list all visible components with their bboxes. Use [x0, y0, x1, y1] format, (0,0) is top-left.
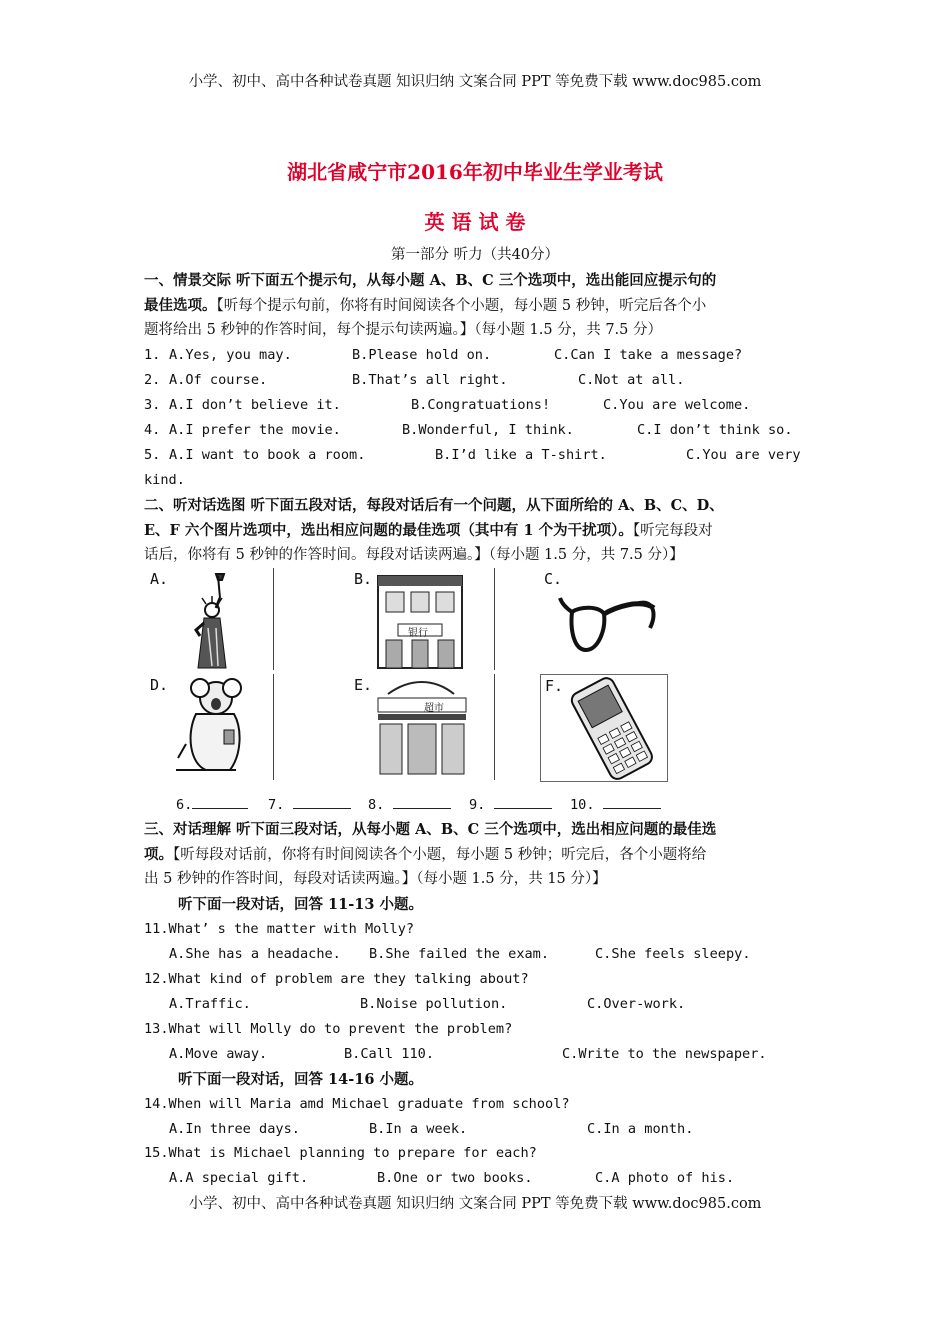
section1-instruction-2 — [144, 293, 806, 319]
question-text: 12.What kind of problem are they talking about? — [144, 971, 529, 987]
option-b: B.She failed the exam. — [369, 946, 550, 962]
question-number: 3. — [144, 397, 161, 413]
blank-9[interactable]: 9. — [469, 793, 552, 818]
section3-instruction-3: 出 5 秒钟的作答时间，每段对话读两遍。】（每小题 1.5 分，共 15 分）】 — [144, 871, 607, 887]
blank-6[interactable]: 6. — [176, 793, 248, 818]
mobile-phone-icon — [541, 675, 667, 781]
option-a: A.She has a headache. — [169, 946, 341, 962]
section2-text: 【听完每段对 — [632, 523, 713, 539]
bank-building-icon — [350, 568, 494, 670]
option-b: B.Wonderful, I think. — [402, 422, 574, 438]
picture-label: C. — [544, 570, 563, 588]
dialogue-group-heading: 听下面一段对话，回答 14-16 小题。 — [178, 1071, 423, 1088]
section3-instruction-1: 三、对话理解 听下面三段对话，从每小题 A、B、C 三个选项中，选出相应问题的最佳选 — [144, 821, 717, 838]
option-c: C.She feels sleepy. — [595, 946, 751, 962]
option-a: A.Yes, you may. — [169, 347, 292, 363]
section2-instruction-2 — [144, 518, 806, 544]
option-a: A.Move away. — [169, 1046, 268, 1062]
bank-sign: 银行 — [408, 628, 428, 639]
section1-text: 听下面五个提示句，从每小题 A、B、C 三个选项中，选出能回应提示句的 — [231, 272, 717, 289]
section1-instruction-3: 题将给出 5 秒钟的作答时间，每个提示句读两遍。】（每小题 1.5 分，共 7.5 分） — [144, 322, 662, 338]
option-b: B.One or two books. — [377, 1170, 533, 1186]
blank-10[interactable]: 10. — [570, 793, 661, 818]
supermarket-icon — [350, 674, 494, 780]
picture-b — [350, 568, 495, 670]
option-a: A.Of course. — [169, 372, 268, 388]
question-number: 2. — [144, 372, 161, 388]
option-b: B.That’s all right. — [352, 372, 508, 388]
section1-heading: 一、情景交际 — [144, 272, 231, 289]
option-c: C.Write to the newspaper. — [562, 1046, 767, 1062]
option-b: B.Call 110. — [344, 1046, 435, 1062]
picture-label: E. — [354, 676, 373, 694]
option-c: C.A photo of his. — [595, 1170, 735, 1186]
option-a: A.Traffic. — [169, 996, 251, 1012]
picture-c — [540, 568, 666, 670]
option-c: C.Can I take a message? — [554, 347, 743, 363]
question-text: 14.When will Maria amd Michael graduate from school? — [144, 1096, 570, 1112]
picture-f — [540, 674, 668, 782]
picture-d — [146, 674, 274, 780]
section1-bold: 最佳选项。 — [144, 297, 217, 314]
statue-of-liberty-icon — [146, 568, 273, 670]
option-c: C.In a month. — [587, 1121, 694, 1137]
page-header: 小学、初中、高中各种试卷真题 知识归纳 文案合同 PPT 等免费下载 www.doc985.com — [188, 74, 762, 90]
section3-bold: 项。 — [144, 846, 173, 863]
option-c: C.Over-work. — [587, 996, 686, 1012]
page-footer: 小学、初中、高中各种试卷真题 知识归纳 文案合同 PPT 等免费下载 www.doc985.com — [188, 1196, 762, 1212]
picture-label: A. — [150, 570, 169, 588]
picture-label: B. — [354, 570, 373, 588]
question-number: 5. — [144, 447, 161, 463]
question-text: 11.What’ s the matter with Molly? — [144, 921, 415, 937]
question-number: 1. — [144, 347, 161, 363]
option-c: C.You are welcome. — [603, 397, 751, 413]
option-b: B.Noise pollution. — [360, 996, 508, 1012]
option-b: B.I’d like a T-shirt. — [435, 447, 607, 463]
section2-instruction-1: 二、听对话选图 听下面五段对话，每段对话后有一个问题，从下面所给的 A、B、C、D、 — [144, 497, 724, 514]
section1-text: 【听每个提示句前，你将有时间阅读各个小题，每小题 5 秒钟，听完后各个小 — [216, 298, 707, 314]
picture-label: F. — [545, 677, 564, 695]
option-b: B.Congratuations! — [411, 397, 551, 413]
option-a: A.I don’t believe it. — [169, 397, 341, 413]
blank-8[interactable]: 8. — [368, 793, 451, 818]
question-number: 4. — [144, 422, 161, 438]
section1-instruction-1 — [144, 268, 806, 294]
exam-subtitle: 英 语 试 卷 — [424, 210, 526, 234]
section2-instruction-3: 话后，你将有 5 秒钟的作答时间。每段对话读两遍。】（每小题 1.5 分，共 7.5 分）】 — [144, 547, 684, 563]
picture-label: D. — [150, 676, 169, 694]
sunglasses-icon — [540, 568, 666, 670]
option-c: C.I don’t think so. — [637, 422, 793, 438]
option-c: C.You are very — [686, 447, 801, 463]
picture-a — [146, 568, 274, 670]
option-b: B.Please hold on. — [352, 347, 492, 363]
blank-7[interactable]: 7. — [268, 793, 351, 818]
supermarket-sign: 超市 — [424, 703, 444, 714]
question-continuation: kind. — [144, 472, 185, 488]
option-a: A.A special gift. — [169, 1170, 309, 1186]
option-a: A.I prefer the movie. — [169, 422, 341, 438]
option-a: A.I want to book a room. — [169, 447, 366, 463]
section3-text: 【听每段对话前，你将有时间阅读各个小题，每小题 5 秒钟；听完后，各个小题将给 — [173, 847, 707, 863]
exam-title: 湖北省咸宁市2016年初中毕业生学业考试 — [287, 160, 663, 184]
section2-bold: E、F 六个图片选项中，选出相应问题的最佳选项（其中有 1 个为干扰项）。 — [144, 522, 633, 539]
option-a: A.In three days. — [169, 1121, 300, 1137]
question-text: 15.What is Michael planning to prepare for each? — [144, 1145, 537, 1161]
question-text: 13.What will Molly do to prevent the problem? — [144, 1021, 513, 1037]
option-c: C.Not at all. — [578, 372, 685, 388]
koala-icon — [146, 674, 273, 780]
section3-instruction-2 — [144, 842, 806, 868]
part1-heading: 第一部分 听力（共40分） — [390, 247, 560, 263]
picture-e — [350, 674, 495, 780]
dialogue-group-heading: 听下面一段对话，回答 11-13 小题。 — [178, 896, 423, 913]
option-b: B.In a week. — [369, 1121, 468, 1137]
